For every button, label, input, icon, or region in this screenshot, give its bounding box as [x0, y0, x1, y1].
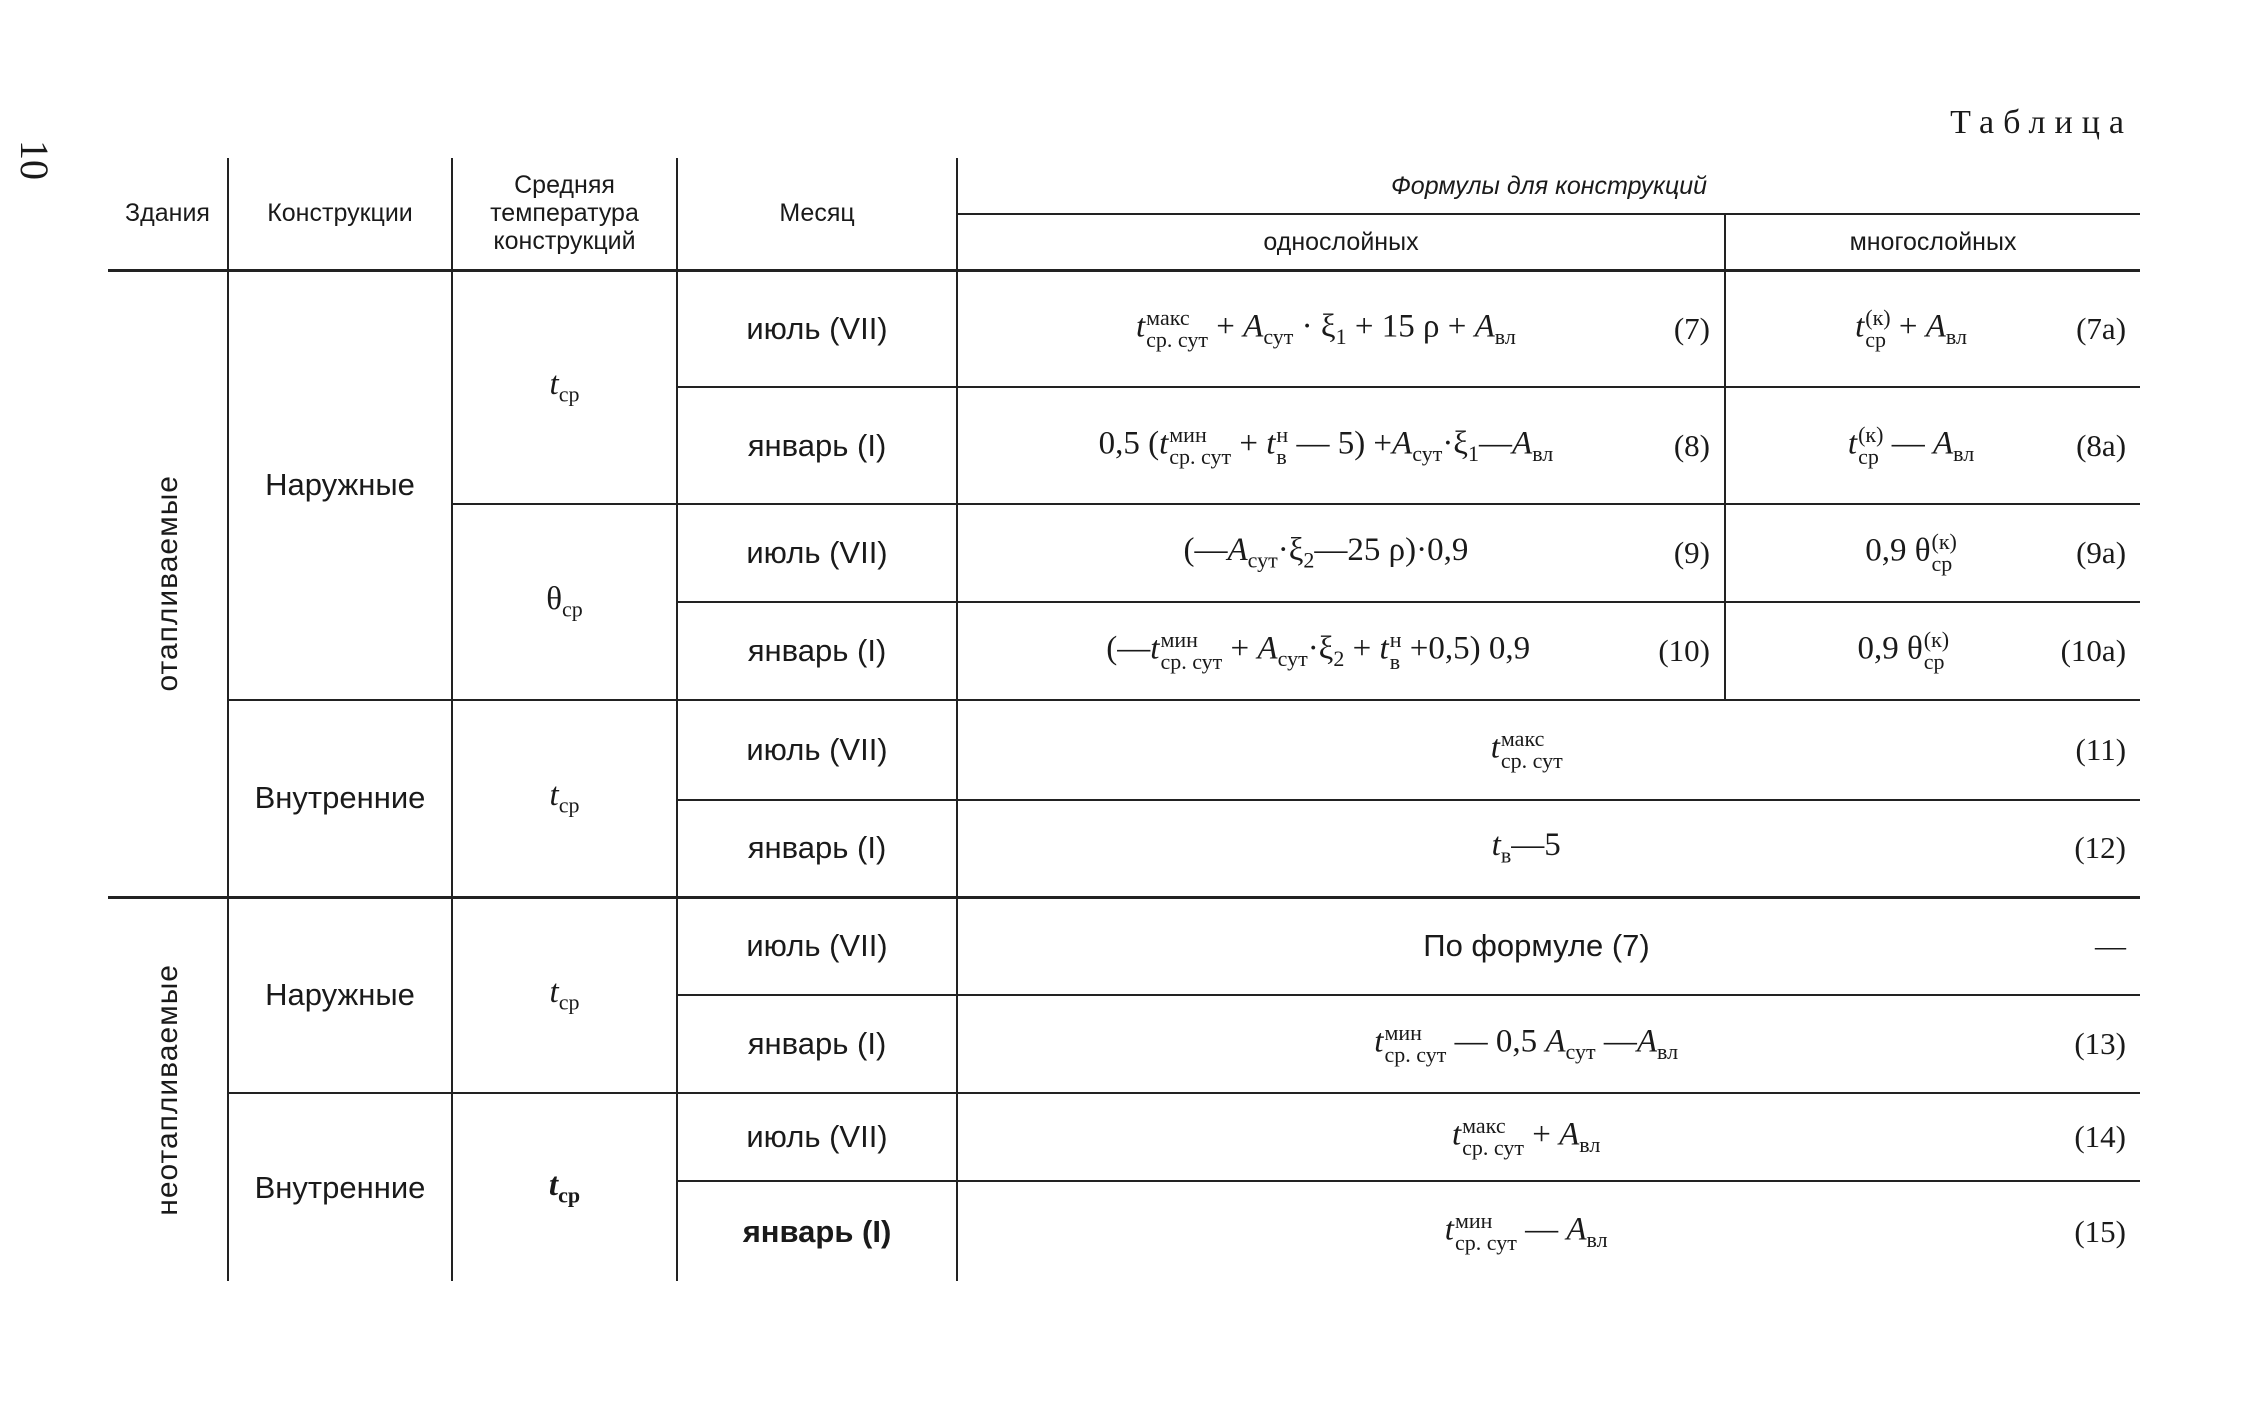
construction-inner-unheated: Внутренние [228, 1093, 452, 1281]
formula-11: t макс ср. сут [1490, 726, 1563, 773]
formula-9a: 0,9 θ (к) ср [1865, 529, 1957, 576]
construction-outer-heated: Наружные [228, 270, 452, 700]
eq-number-9: (9) [1673, 535, 1710, 570]
month-january-3: январь (I) [677, 800, 957, 897]
formula-7a-cell [1725, 270, 2140, 387]
construction-inner-heated: Внутренние [228, 700, 452, 897]
formula-7: t макс ср. сут + $A_{сут} \cdot \xi_1 + 15$ $\rho + A_{вл}$ [1136, 304, 1516, 352]
eq-number-8: (8) [1673, 427, 1710, 463]
temp-tcp-1: $t_{ср}$ [452, 270, 677, 504]
eq-number-7a: (7а) [2076, 310, 2127, 346]
header-formulas: Формулы для конструкций [957, 158, 2140, 214]
formula-10a-cell [1725, 602, 2140, 700]
month-july-2: июль (VII) [677, 504, 957, 602]
construction-outer-unheated: Наружные [228, 897, 452, 1093]
formula-8a-cell [1725, 387, 2140, 504]
month-january-5: январь (I) [677, 1181, 957, 1281]
header-month: Месяц [677, 158, 957, 270]
formula-14-cell [957, 1093, 2140, 1181]
formula-table [108, 158, 2140, 1281]
temp-tcp-4: $t_{ср}$ [452, 1093, 677, 1281]
formula-8: 0,5 (t мин ср. сут + t н в — $5) +A_{сут}\cdot\xi_1—A_{вл}$ [1098, 421, 1554, 469]
formula-12: $t_в—5$ [1491, 827, 1561, 869]
group-heated [108, 270, 228, 897]
month-january-4: январь (I) [677, 995, 957, 1093]
formula-11-cell [957, 700, 2140, 800]
dash-mark: — [2095, 928, 2127, 964]
month-july-3: июль (VII) [677, 700, 957, 800]
formula-13: t мин ср. сут — 0,5 $A_{сут}$ $—A_{вл}$ [1374, 1020, 1679, 1067]
month-july-4: июль (VII) [677, 897, 957, 995]
formula-by7-cell [957, 897, 2140, 995]
header-avg-temp: Средняя температура конструкций [452, 158, 677, 270]
by-formula-7-text: По формуле (7) [1423, 928, 1650, 964]
formula-7a: t (к) ср + $A_{вл}$ [1855, 304, 1967, 352]
header-buildings: Здания [108, 158, 228, 270]
eq-number-10a: (10а) [2060, 633, 2127, 668]
formula-8a: t (к) ср — $A_{вл}$ [1847, 421, 1975, 469]
formula-9-cell [957, 504, 1725, 602]
formula-13-cell [957, 995, 2140, 1093]
formula-9a-cell [1725, 504, 2140, 602]
temp-tcp-2: $t_{ср}$ [452, 700, 677, 897]
eq-number-11: (11) [2075, 732, 2127, 767]
month-january-1: январь (I) [677, 387, 957, 504]
formula-15-cell [957, 1181, 2140, 1281]
group-unheated-label: неотапливаемые [150, 963, 184, 1216]
eq-number-12: (12) [2074, 830, 2127, 866]
header-multi-layer: многослойных [1725, 214, 2140, 270]
eq-number-9a: (9а) [2076, 535, 2127, 570]
month-july-5: июль (VII) [677, 1093, 957, 1181]
header-constructions: Конструкции [228, 158, 452, 270]
page-number: 10 [12, 140, 57, 180]
eq-number-15: (15) [2074, 1213, 2127, 1249]
formula-15: t мин ср. сут — $A_{вл}$ [1444, 1207, 1608, 1255]
eq-number-14: (14) [2074, 1119, 2127, 1154]
formula-10: (—t мин ср. сут + $A_{сут}\cdot\xi_2 + t$ н в +0,5) 0,9 [1106, 627, 1531, 674]
eq-number-8a: (8а) [2076, 427, 2127, 463]
group-heated-label: отапливаемые [150, 475, 184, 692]
eq-number-10: (10) [1658, 633, 1710, 668]
table-caption: Таблица [1950, 104, 2133, 141]
formula-8-cell [957, 387, 1725, 504]
formula-9: ($—A_{сут}\cdot\xi_2—25$ ρ)·0,9 [1183, 532, 1469, 573]
group-unheated [108, 897, 228, 1281]
formula-14: t макс ср. сут + $A_{вл}$ [1451, 1113, 1601, 1160]
temp-theta-cp: $\theta_{ср}$ [452, 504, 677, 700]
header-single-layer: однослойных [957, 214, 1725, 270]
eq-number-7: (7) [1673, 310, 1710, 346]
formula-10-cell [957, 602, 1725, 700]
eq-number-13: (13) [2074, 1026, 2127, 1061]
temp-tcp-3: $t_{ср}$ [452, 897, 677, 1093]
formula-10a: 0,9 θ (к) ср [1857, 627, 1950, 674]
month-january-2: январь (I) [677, 602, 957, 700]
month-july-1: июль (VII) [677, 270, 957, 387]
formula-12-cell [957, 800, 2140, 897]
formula-7-cell [957, 270, 1725, 387]
